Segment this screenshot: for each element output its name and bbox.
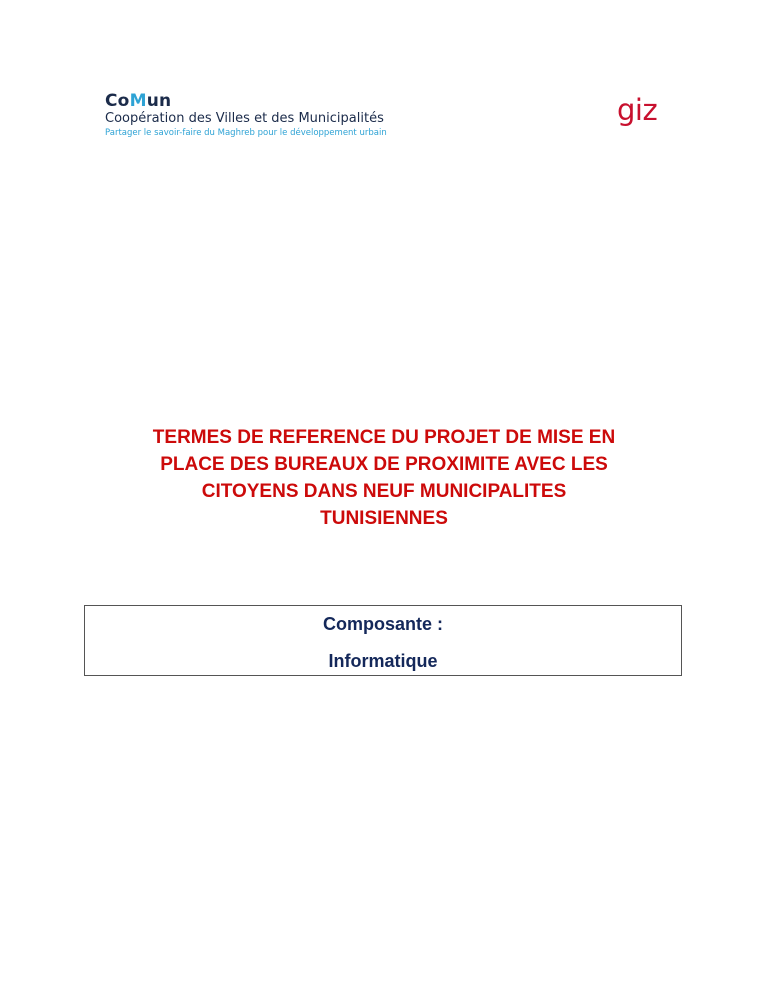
comun-logo-tagline: Partager le savoir-faire du Maghreb pour le développement urbain (105, 128, 387, 138)
component-box (84, 605, 682, 676)
comun-name-part2: un (146, 91, 172, 111)
comun-name-part1: Co (105, 91, 130, 111)
document-title (84, 424, 684, 532)
document-title-line: PLACE DES BUREAUX DE PROXIMITE AVEC LES (160, 454, 608, 475)
comun-logo-subtitle: Coopération des Villes et des Municipalités (105, 111, 384, 126)
comun-name-accent: M (129, 91, 147, 111)
component-value: Informatique (328, 651, 438, 671)
comun-logo (105, 92, 425, 142)
document-title-line: TERMES DE REFERENCE DU PROJET DE MISE EN (152, 427, 616, 448)
giz-logo: giz (617, 93, 658, 127)
document-title-line: TUNISIENNES (320, 508, 448, 529)
document-title-line: CITOYENS DANS NEUF MUNICIPALITES (201, 481, 567, 502)
comun-logo-name (105, 92, 171, 110)
component-label: Composante : (322, 614, 443, 634)
